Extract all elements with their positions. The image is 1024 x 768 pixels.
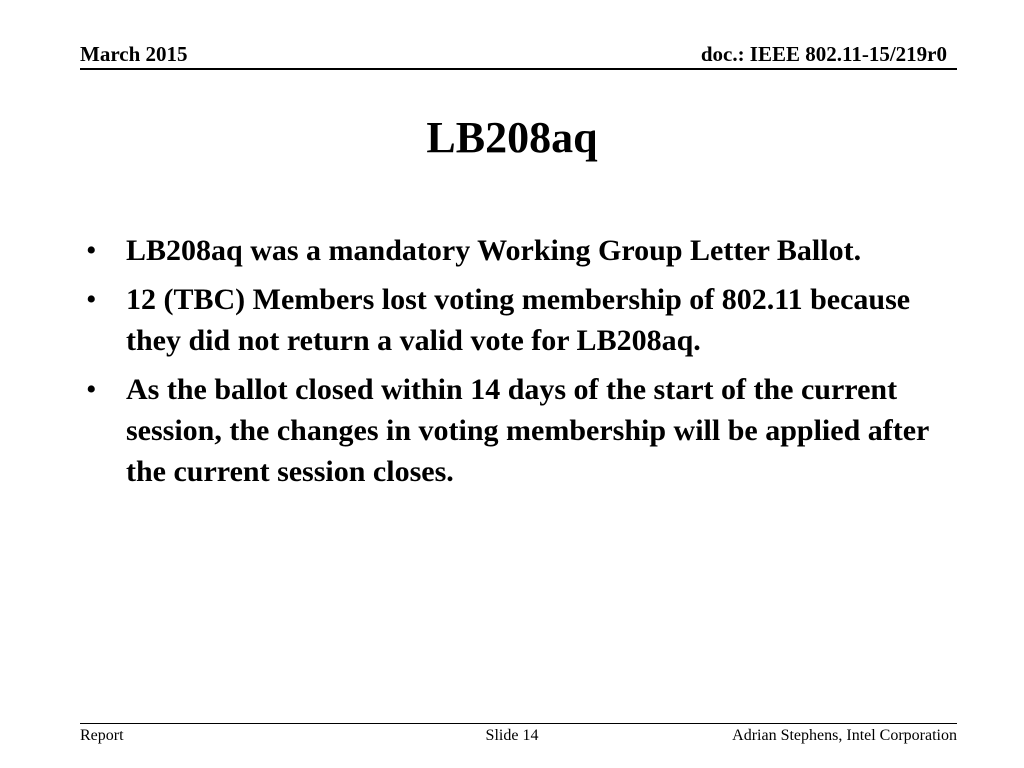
header-doc-id: doc.: IEEE 802.11-15/219r0	[700, 42, 947, 66]
slide-title: LB208aq	[426, 113, 598, 162]
footer-author: Adrian Stephens, Intel Corporation	[732, 727, 957, 744]
footer-divider	[80, 723, 957, 724]
bullet-list	[82, 230, 962, 500]
slide-header	[80, 40, 957, 66]
bullet-item	[82, 279, 962, 361]
bullet-text: As the ballot closed within 14 days of the start of the current session, the changes in voting membership will be applied after the current session closes.	[126, 373, 929, 488]
bullet-text: LB208aq was a mandatory Working Group Letter Ballot.	[126, 234, 862, 267]
bullet-text: 12 (TBC) Members lost voting membership of 802.11 because they did not return a valid vote for LB208aq.	[126, 283, 911, 357]
bullet-dot-icon: •	[86, 234, 97, 267]
header-date: March 2015	[80, 42, 188, 66]
header-divider	[80, 68, 957, 70]
bullet-item	[82, 230, 962, 271]
footer-slide-number: Slide 14	[485, 727, 539, 744]
bullet-dot-icon: •	[86, 373, 97, 406]
footer-report-label: Report	[80, 727, 124, 744]
bullet-item	[82, 369, 962, 492]
bullet-dot-icon: •	[86, 283, 97, 316]
